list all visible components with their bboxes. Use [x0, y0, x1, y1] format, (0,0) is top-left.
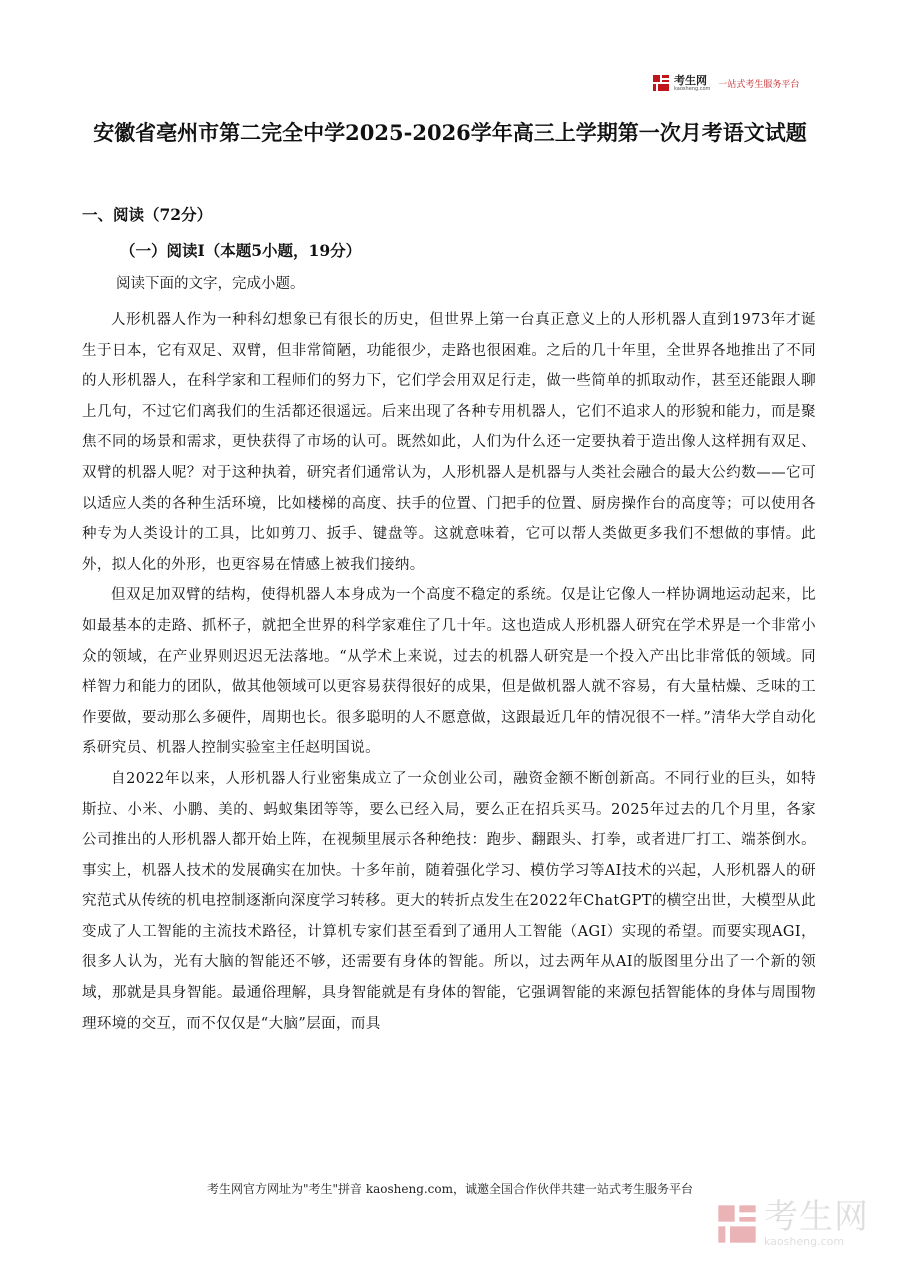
- logo-name: 考生网: [674, 73, 707, 87]
- watermark-name: 考生网: [764, 1197, 869, 1237]
- watermark-text: [764, 1197, 869, 1248]
- logo-text: [674, 75, 710, 92]
- header-logo: [652, 74, 799, 92]
- passage-body: [82, 305, 816, 1039]
- logo-slogan: 一站式考生服务平台: [718, 79, 800, 90]
- document-title: 安徽省亳州市第二完全中学2025-2026学年高三上学期第一次月考语文试题: [93, 120, 807, 145]
- passage-paragraph-3: 自2022年以来，人形机器人行业密集成立了一众创业公司，融资金额不断创新高。不同行业的巨头，如特斯拉、小米、小鹏、美的、蚂蚁集团等等，要么已经入局，要么正在招兵买马。2025年过去的几个月里，各家公司推出的人形机器人都开始上阵，在视频里展示各种绝技：跑步、翻跟头、打拳，或者进厂打工、端茶倒水。事实上，机器人技术的发展确实在加快。十多年前，随着强化学习、模仿学习等AI技术的兴起，人形机器人的研究范式从传统的机电控制逐渐向深度学习转移。更大的转折点发生在2022年ChatGPT的横空出世，大模型从此变成了人工智能的主流技术路径，计算机专家们甚至看到了通用人工智能（AGI）实现的希望。而要实现AGI，很多人认为，光有大脑的智能还不够，还需要有身体的智能。所以，过去两年从AI的版图里分出了一个新的领域，那就是具身智能。最通俗理解，具身智能就是有身体的智能，它强调智能的来源包括智能体的身体与周围物理环境的交互，而不仅仅是“大脑”层面，而具: [82, 770, 816, 1032]
- watermark: [716, 1197, 869, 1248]
- reading-instruction: 阅读下面的文字，完成小题。: [116, 276, 305, 292]
- section-heading: 一、阅读（72分）: [82, 205, 213, 224]
- passage-paragraph-2: 但双足加双臂的结构，使得机器人本身成为一个高度不稳定的系统。仅是让它像人一样协调地运动起来，比如最基本的走路、抓杯子，就把全世界的科学家难住了几十年。这也造成人形机器人研究在学术界是一个非常小众的领域，在产业界则迟迟无法落地。“从学术上来说，过去的机器人研究是一个投入产出比非常低的领域。同样智力和能力的团队，做其他领域可以更容易获得很好的成果，但是做机器人就不容易，有大量枯燥、乏味的工作要做，要动那么多硬件，周期也长。很多聪明的人不愿意做，这跟最近几年的情况很不一样。”清华大学自动化系研究员、机器人控制实验室主任赵明国说。: [82, 587, 816, 757]
- passage-paragraph-1: 人形机器人作为一种科幻想象已有很长的历史，但世界上第一台真正意义上的人形机器人直到1973年才诞生于日本，它有双足、双臂，但非常简陋，功能很少，走路也很困难。之后的几十年里，全世界各地推出了不同的人形机器人，在科学家和工程师们的努力下，它们学会用双足行走，做一些简单的抓取动作，甚至还能跟人聊上几句，不过它们离我们的生活都还很遥远。后来出现了各种专用机器人，它们不追求人的形貌和能力，而是聚焦不同的场景和需求，更快获得了市场的认可。既然如此，人们为什么还一定要执着于造出像人这样拥有双足、双臂的机器人呢？对于这种执着，研究者们通常认为，人形机器人是机器与人类社会融合的最大公约数——它可以适应人类的各种生活环境，比如楼梯的高度、扶手的位置、门把手的位置、厨房操作台的高度等；可以使用各种专为人类设计的工具，比如剪刀、扳手、键盘等。这就意味着，它可以帮人类做更多我们不想做的事情。此外，拟人化的外形，也更容易在情感上被我们接纳。: [82, 312, 816, 573]
- watermark-domain: kaosheng.com: [764, 1235, 845, 1248]
- subsection-heading: （一）阅读Ⅰ（本题5小题，19分）: [120, 241, 362, 260]
- kaosheng-logo-icon: [652, 74, 670, 92]
- footer-note: 考生网官方网址为"考生"拼音 kaosheng.com，诚邀全国合作伙伴共建一站式考生服务平台: [206, 1182, 694, 1196]
- logo-domain: kaosheng.com: [674, 85, 711, 92]
- watermark-logo-icon: [716, 1203, 758, 1245]
